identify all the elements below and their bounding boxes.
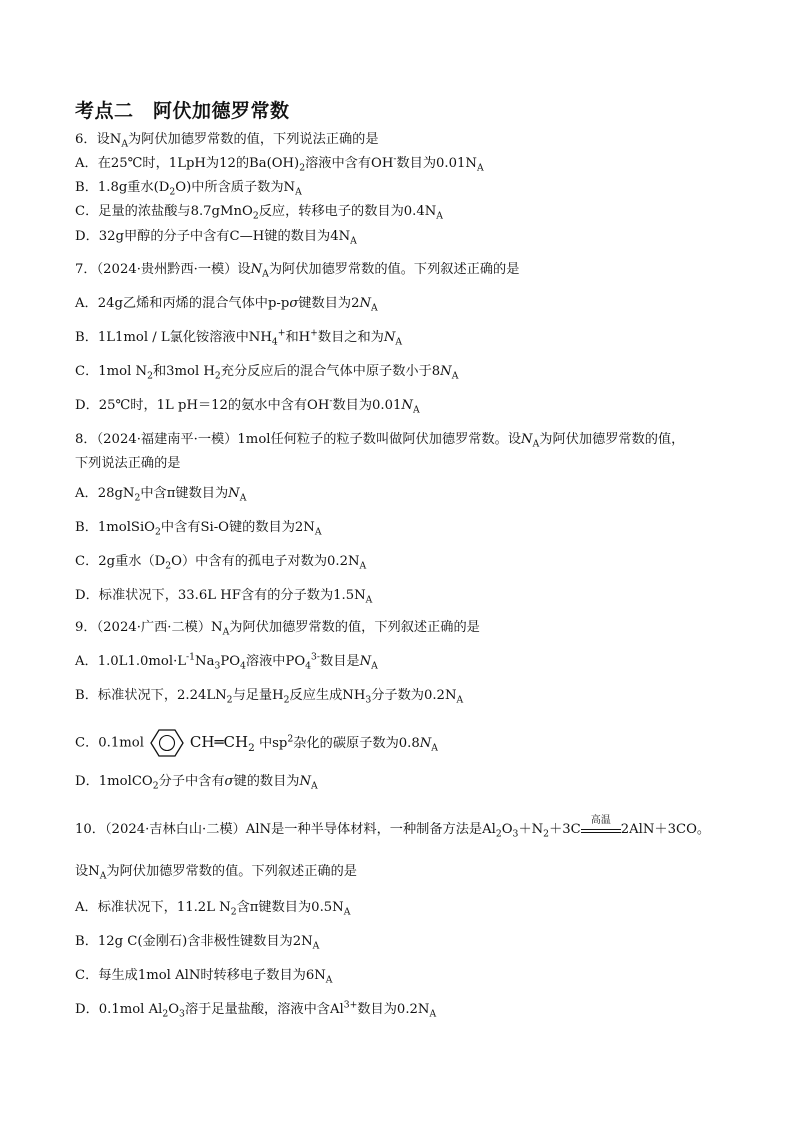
q10-option-d: D．0.1mol $Al_2O_3$溶于足量盐酸，溶液中含$Al^{3+}$数目为$0.2N_A$ xyxy=(75,999,437,1020)
q9-stem: 9．（2024·广西·二模）$N_A$为阿伏加德罗常数的值，下列叙述正确的是 xyxy=(75,620,480,638)
q10-equation-products: 2AlN＋3CO。 xyxy=(620,822,711,837)
q9-option-c xyxy=(75,728,438,758)
q9-option-c-tail: 中$sp^2$杂化的碳原子数为$0.8N_A$ xyxy=(258,733,438,754)
q8-stem: 8．（2024·福建南平·一模）1mol任何粒子的粒子数叫做阿伏加德罗常数。设$N_A$为阿伏加德罗常数的值， xyxy=(75,432,685,450)
q6-option-a: A．在25℃时，1LpH为12的$Ba(OH)_2$溶液中含有OH-数目为$0.01N_A$ xyxy=(75,153,484,174)
q10-option-b: B．12g C(金刚石)含非极性键数目为$2N_A$ xyxy=(75,934,320,952)
q8-option-a: A．$28gN_2$中含π键数目为$N_A$ xyxy=(75,486,247,504)
q9-option-b: B．标准状况下，$2.24LN_2$与足量$H_2$反应生成$NH_3$分子数为$0.2N_A$ xyxy=(75,688,464,706)
q7-option-b: B．1L1mol / L氯化铵溶液中$NH_4^+$和H+数目之和为$N_A$ xyxy=(75,327,403,348)
q6-option-d: D．32g甲醇的分子中含有C—H键的数目为$4N_A$ xyxy=(75,229,357,247)
q10-stem-cont: 设$N_A$为阿伏加德罗常数的值。下列叙述正确的是 xyxy=(75,864,357,882)
q8-option-b: B．1molSiO$_2$中含有Si-O键的数目为$2N_A$ xyxy=(75,520,322,538)
benzene-ring-icon xyxy=(150,728,184,758)
q10-option-c: C．每生成1mol AlN时转移电子数目为$6N_A$ xyxy=(75,968,333,986)
q6-stem: 6．设$N_A$为阿伏加德罗常数的值，下列说法正确的是 xyxy=(75,132,379,150)
q6-option-b: B．1.8g重水$(D_2O)$中所含质子数为$N_A$ xyxy=(75,180,302,198)
q8-option-d: D．标准状况下，33.6L HF含有的分子数为$1.5N_A$ xyxy=(75,588,373,606)
section-heading: 考点二 阿伏加德罗常数 xyxy=(75,100,290,122)
q10-stem-text: 10．（2024·吉林白山·二模）AlN是一种半导体材料，一种制备方法是$Al_2O_3+N_2+3C$ xyxy=(75,822,581,840)
q7-option-c: C．1mol $N_2$和3mol $H_2$充分反应后的混合气体中原子数小于$8N_A$ xyxy=(75,364,459,382)
styrene-vinyl-group: $CH═CH_2$ xyxy=(189,732,255,754)
q8-stem-cont: 下列说法正确的是 xyxy=(75,456,181,471)
q7-option-d: D．25℃时，1L pH＝12的氨水中含有OH-数目为$0.01N_A$ xyxy=(75,395,420,416)
q7-option-a: A．24g乙烯和丙烯的混合气体中p-pσ键数目为$2N_A$ xyxy=(75,296,378,314)
q7-stem: 7．（2024·贵州黔西·一模）设$N_A$为阿伏加德罗常数的值。下列叙述正确的是 xyxy=(75,262,520,280)
q6-option-c: C．足量的浓盐酸与8.7gMnO$_2$反应，转移电子的数目为$0.4N_A$ xyxy=(75,204,443,222)
reaction-condition-arrow xyxy=(581,815,621,833)
q9-option-a: A．$1.0L1.0mol\cdot L^{-1}Na_3PO_4$溶液中$PO_4^{3-}$数目是$N_A$ xyxy=(75,651,378,672)
q8-option-c: C．2g重水$(D_2O)$中含有的孤电子对数为$0.2N_A$ xyxy=(75,554,367,572)
q10-option-a: A．标准状况下，11.2L $N_2$含π键数目为$0.5N_A$ xyxy=(75,900,351,918)
q10-stem xyxy=(75,815,711,840)
q9-option-d: D．1molCO$_2$分子中含有σ键的数目为$N_A$ xyxy=(75,774,318,792)
reaction-condition: 高温 xyxy=(590,815,611,826)
q9-option-c-label: C．0.1mol xyxy=(75,735,144,751)
